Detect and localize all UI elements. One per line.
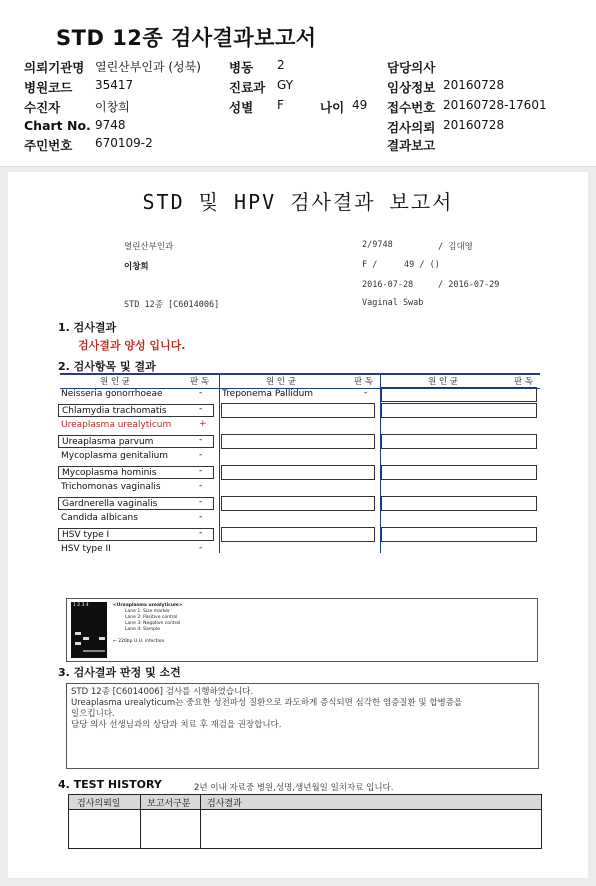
comment-line: 담당 의사 선생님과의 상담과 치료 후 재검을 권장합니다. [71,720,282,730]
comment-line: 일으킵니다. [71,709,115,719]
gel-band [83,650,105,652]
comment-line: Ureaplasma urealyticum는 중요한 성전파성 질환으로 과도하게 증식되면 심각한 염증질환 및 합병증을 [71,698,463,708]
report-page [8,172,588,878]
chart-label: Chart No. [24,118,91,133]
col-result-1: 판 독 [190,377,210,387]
gel-band [99,637,105,640]
comment-line: STD 12종 [C6014006] 검사를 시행하였습니다. [71,687,254,697]
organism-result: - [199,496,203,507]
request-value: 20160728 [443,118,505,132]
col-pathogen-1: 원 인 균 [100,377,131,387]
specimen: Vaginal Swab [362,298,424,308]
organism-name: Ureaplasma urealyticum [61,420,172,430]
org-label: 의뢰기관명 [24,60,85,75]
sex-age: F / [362,260,378,270]
history-divider [200,795,201,848]
org-value: 열린산부인과 (성북) [95,60,201,74]
organism-name: HSV type I [58,528,214,541]
report-label: 결과보고 [387,138,436,153]
empty-result-box [221,465,375,480]
empty-result-box [381,527,537,542]
ward-label: 병동 [229,60,254,75]
clinical-value: 20160728 [443,78,505,92]
organism-result: + [199,419,207,429]
section3-title: 3. 검사결과 판정 및 소견 [58,666,181,679]
empty-result-box [381,387,537,402]
organism-result: - [199,543,203,553]
organism-name: Mycoplasma genitalium [61,451,169,461]
organism-name: Neisseria gonorrhoeae [61,389,163,399]
test-code: STD 12종 [C6014006] [124,300,220,310]
chart-doctor: 2/9748 [362,240,393,250]
organism-name: HSV type II [61,544,111,554]
date-to: / 2016-07-29 [438,280,500,290]
empty-result-box [381,465,537,480]
organism-result: - [199,434,203,445]
chart-value: 9748 [95,118,126,132]
result-summary: 검사결과 양성 입니다. [78,339,186,352]
treponema-result: - [364,388,368,398]
doctor-label: 담당의사 [387,60,436,75]
organism-name: Chlamydia trachomatis [58,404,214,417]
empty-result-box [381,496,537,511]
report-title: STD 및 HPV 검사결과 보고서 [142,190,454,214]
header-title: STD 12종 검사결과보고서 [56,26,317,50]
history-divider [140,795,141,848]
gel-legend-line: Lane 2: Positive control [125,615,178,620]
patient-value: 이창희 [95,100,130,114]
section4-title: 4. TEST HISTORY [58,778,162,791]
gel-legend-line: Lane 4: Sample [125,627,160,632]
history-note: 2년 이내 자료중 병원,성명,생년월일 일치자료 입니다. [194,783,394,793]
ward-value: 2 [277,58,285,72]
hosp-code-value: 35417 [95,78,134,92]
age-value: 49 [352,98,368,112]
history-col-type: 보고서구분 [147,799,191,809]
organism-name: Candida albicans [61,513,138,523]
clinical-label: 임상정보 [387,80,436,95]
col-pathogen-2: 원 인 균 [266,377,297,387]
col-pathogen-3: 원 인 균 [428,377,459,387]
gel-legend-line: Lane 3: Negative control [125,621,181,626]
organism-result: - [199,450,203,460]
comment-box [66,683,539,769]
report-header [0,0,596,167]
id-value: 670109-2 [95,136,153,150]
column-divider [219,373,220,553]
treponema-name: Treponema Pallidum [222,389,314,399]
age-extra: 49 / () [404,260,440,270]
organism-result: - [199,465,203,476]
dept-label: 진료과 [229,80,266,95]
gel-title: <Ureaplasma urealyticum> [113,603,183,608]
patient-label: 수진자 [24,100,61,115]
col-result-3: 판 독 [514,377,534,387]
id-label: 주민번호 [24,138,73,153]
request-label: 검사의뢰 [387,120,436,135]
empty-result-box [381,434,537,449]
receipt-label: 접수번호 [387,100,436,115]
age-label: 나이 [320,100,345,115]
empty-result-box [381,403,537,418]
history-table [68,794,542,849]
history-col-date: 검사의뢰일 [77,799,121,809]
organism-name: Ureaplasma parvum [58,435,214,448]
organism-name: Trichomonas vaginalis [61,482,161,492]
sex-value: F [277,98,284,112]
sex-label: 성별 [229,100,254,115]
clinic-name: 열린산부인과 [124,242,174,252]
empty-result-box [221,527,375,542]
dept-value: GY [277,78,294,92]
organism-result: - [199,527,203,538]
empty-result-box [221,496,375,511]
empty-result-box [221,434,375,449]
gel-electrophoresis-image [71,602,107,658]
organism-result: - [199,481,203,491]
organism-name: Gardnerella vaginalis [58,497,214,510]
organism-name: Mycoplasma hominis [58,466,214,479]
gel-band-label: ← 220bp U.U. infection [113,639,165,644]
gel-band [83,637,89,640]
gel-legend-line: Lane 1: Size marker [125,609,170,614]
section2-title: 2. 검사항목 및 결과 [58,360,156,373]
doctor-name: / 김대영 [438,242,473,252]
history-col-result: 검사결과 [207,799,242,809]
gel-image-panel [66,598,538,662]
organism-result: - [199,512,203,522]
hosp-code-label: 병원코드 [24,80,73,95]
gel-legend [113,603,183,645]
gel-band [75,632,81,635]
patient-name: 이창희 [124,262,149,272]
gel-lane-numbers: 1 2 3 4 [73,603,89,608]
col-result-2: 판 독 [354,377,374,387]
organism-result: - [199,388,203,398]
section1-title: 1. 검사결과 [58,321,117,334]
date-from: 2016-07-28 [362,280,414,290]
empty-result-box [221,403,375,418]
receipt-value: 20160728-17601 [443,98,547,112]
gel-band [75,642,81,645]
organism-result: - [199,403,203,414]
